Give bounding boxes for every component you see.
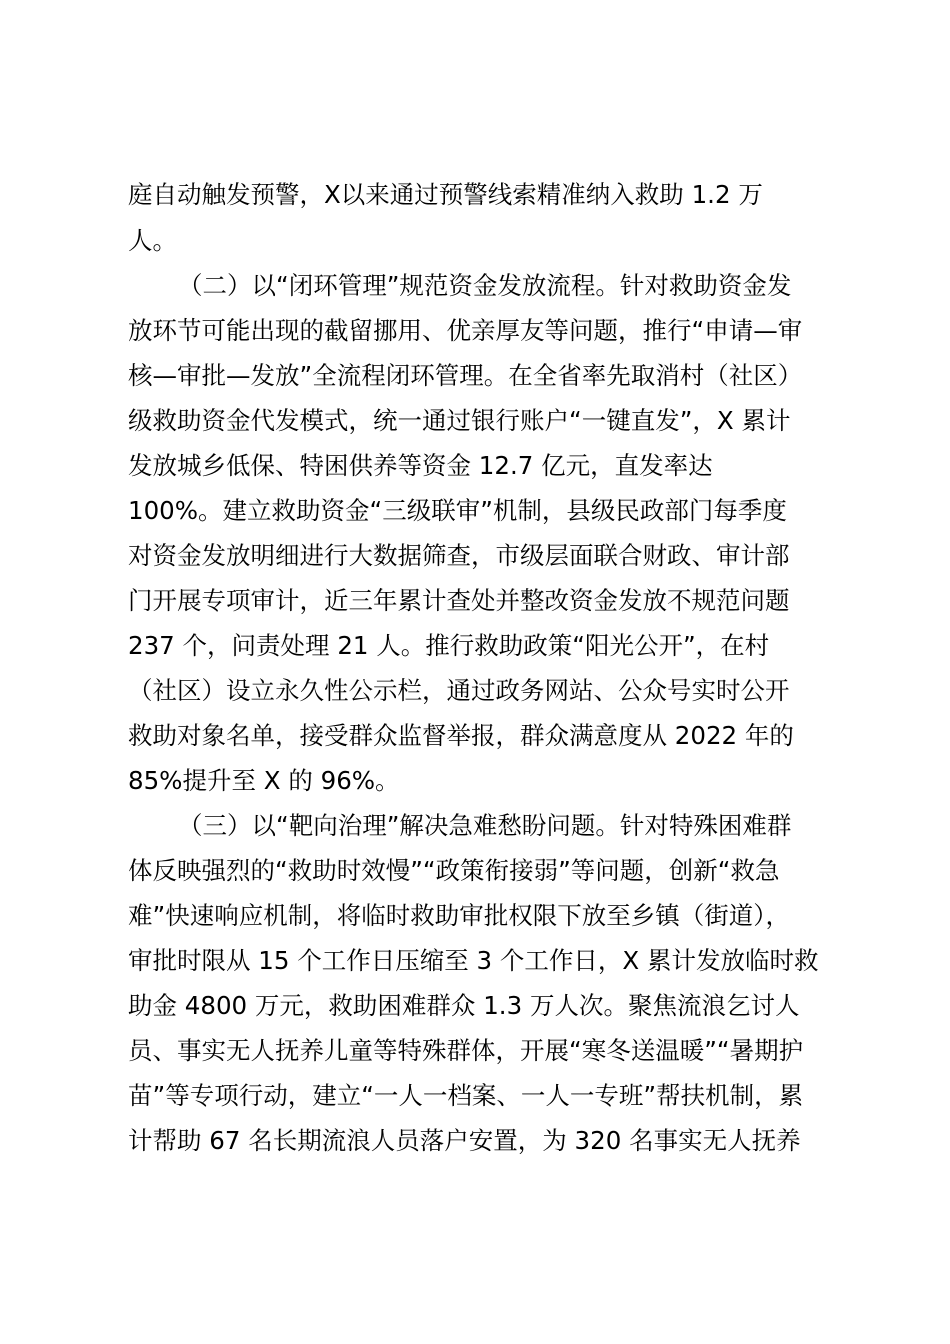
text-line: 体反映强烈的“救助时效慢”“政策衔接弱”等问题，创新“救急: [128, 856, 780, 885]
text-line: 人。: [128, 226, 177, 255]
text-line: 庭自动触发预警，X以来通过预警线索精准纳入救助 1.2 万: [128, 180, 763, 209]
text-line: 难”快速响应机制，将临时救助审批权限下放至乡镇（街道），: [128, 901, 790, 930]
text-line: 237 个，问责处理 21 人。推行救助政策“阳光公开”，在村: [128, 631, 770, 660]
text-line: 对资金发放明细进行大数据筛查，市级层面联合财政、审计部: [128, 541, 790, 570]
text-line: （社区）设立永久性公示栏，通过政务网站、公众号实时公开: [128, 676, 790, 705]
text-line: 发放城乡低保、特困供养等资金 12.7 亿元，直发率达: [128, 451, 713, 480]
text-line: 救助对象名单，接受群众监督举报，群众满意度从 2022 年的: [128, 721, 794, 750]
paragraph-3-first-line: （三）以“靶向治理”解决急难愁盼问题。针对特殊困难群: [178, 811, 792, 840]
text-line: 放环节可能出现的截留挪用、优亲厚友等问题，推行“申请—审: [128, 316, 803, 345]
text-line: 核—审批—发放”全流程闭环管理。在全省率先取消村（社区）: [128, 361, 803, 390]
text-line: 门开展专项审计，近三年累计查处并整改资金发放不规范问题: [128, 586, 790, 615]
text-line: 100%。建立救助资金“三级联审”机制，县级民政部门每季度: [128, 496, 787, 525]
text-line: 助金 4800 万元，救助困难群众 1.3 万人次。聚焦流浪乞讨人: [128, 991, 800, 1020]
text-line: 85%提升至 X 的 96%。: [128, 766, 400, 795]
text-line: 级救助资金代发模式，统一通过银行账户“一键直发”，X 累计: [128, 406, 791, 435]
text-line: 计帮助 67 名长期流浪人员落户安置，为 320 名事实无人抚养: [128, 1126, 801, 1155]
text-line: 审批时限从 15 个工作日压缩至 3 个工作日，X 累计发放临时救: [128, 946, 819, 975]
text-line: 苗”等专项行动，建立“一人一档案、一人一专班”帮扶机制，累: [128, 1081, 804, 1110]
text-line: 员、事实无人抚养儿童等特殊群体，开展“寒冬送温暖”“暑期护: [128, 1036, 804, 1065]
paragraph-2-first-line: （二）以“闭环管理”规范资金发放流程。针对救助资金发: [178, 271, 792, 300]
